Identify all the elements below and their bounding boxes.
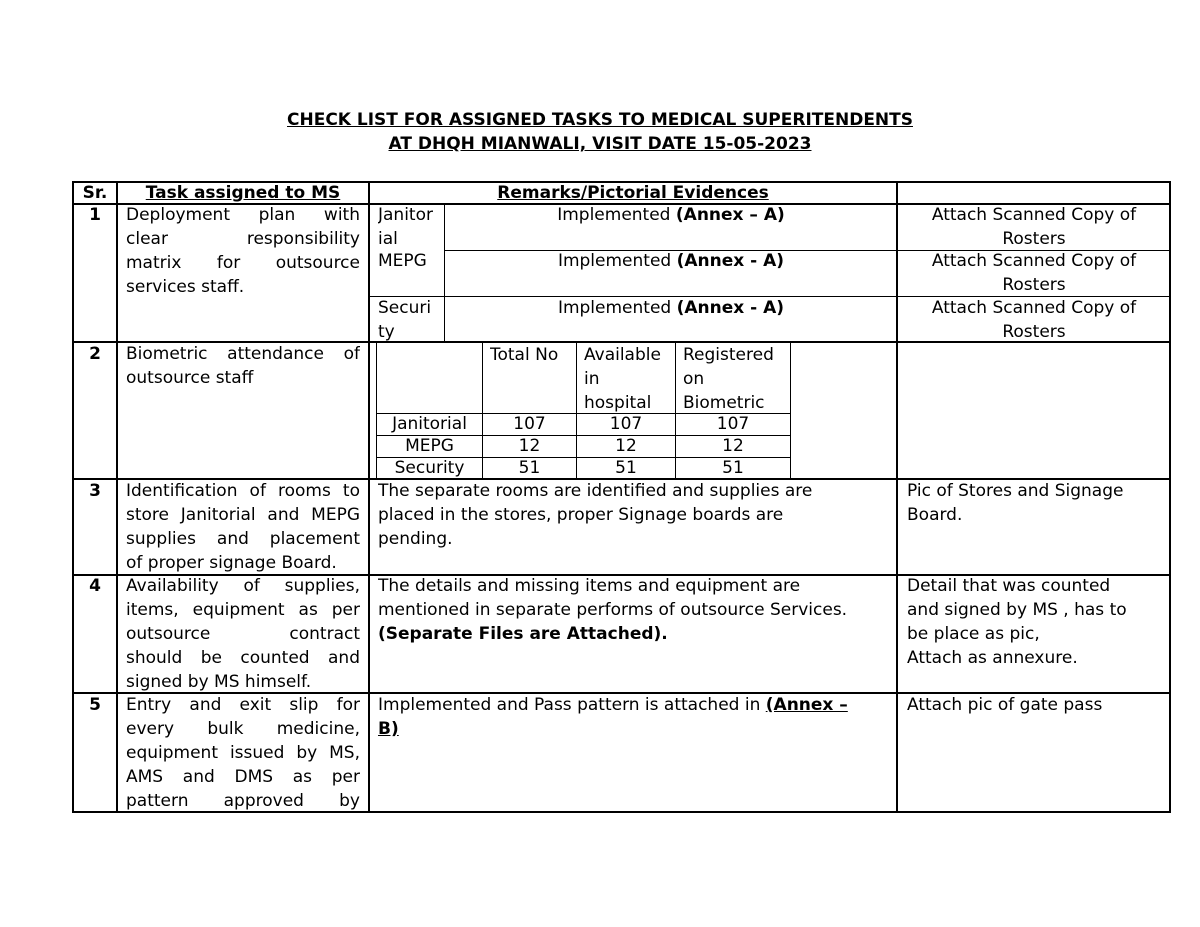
row-3-note-line: Pic of Stores and Signage (907, 481, 1124, 501)
row-1-sub-attach: Attach Scanned Copy of (931, 251, 1137, 271)
row-1-task-line: matrix for outsource (126, 253, 360, 273)
biometric-row-label: Janitorial (392, 414, 467, 434)
biometric-cell: 107 (716, 414, 750, 434)
row-3-task-line: store Janitorial and MEPG (126, 505, 360, 525)
row-4-task-line: Availability of supplies, (126, 576, 360, 596)
biometric-header-registered: Registered (683, 345, 774, 365)
row-3-task-line: supplies and placement (126, 529, 360, 549)
row-5-remark-line: Implemented and Pass pattern is attached in (Annex – (378, 695, 848, 715)
row-1-sub-label: Securi (378, 298, 432, 318)
biometric-header-available: hospital (584, 393, 652, 413)
biometric-cell: 107 (609, 414, 643, 434)
row-4-task-line: signed by MS himself. (126, 672, 312, 692)
biometric-cell: 51 (722, 458, 744, 478)
row-4-remark-bold: (Separate Files are Attached). (378, 624, 668, 644)
row-3-note-line: Board. (907, 505, 963, 525)
row-1-sub-attach: Attach Scanned Copy of (931, 205, 1137, 225)
biometric-header-registered: on (683, 369, 705, 389)
row-4-note-line: Attach as annexure. (907, 648, 1078, 668)
row-1-task-line: Deployment plan with (126, 205, 360, 225)
row-2-sr: 2 (89, 344, 101, 364)
row-2-task-line: Biometric attendance of (126, 344, 360, 364)
row-1-sub-status: Implemented (Annex - A) (557, 298, 785, 318)
row-5-task-line: equipment issued by MS, (126, 743, 360, 763)
row-3-remark-line: placed in the stores, proper Signage boards are (378, 505, 784, 525)
row-1-sub-attach: Rosters (1002, 275, 1066, 295)
biometric-cell: 51 (615, 458, 637, 478)
row-3-task-line: of proper signage Board. (126, 553, 337, 573)
row-1-task-line: services staff. (126, 277, 245, 297)
biometric-header-registered: Biometric (683, 393, 765, 413)
row-1-sub-label: ty (378, 322, 395, 341)
row-1-sub-status: Implemented (Annex - A) (557, 251, 785, 271)
row-1-sub-label: Janitor (378, 205, 433, 225)
biometric-row-label: Security (394, 458, 465, 478)
row-5-task-line: Entry and exit slip for (126, 695, 360, 715)
biometric-cell: 12 (722, 436, 744, 456)
row-5-task-line: AMS and DMS as per (126, 767, 360, 787)
row-3-remark-line: pending. (378, 529, 453, 549)
row-3-task-line: Identification of rooms to (126, 481, 360, 501)
biometric-header-available: Available (584, 345, 661, 365)
row-4-task-line: should be counted and (126, 648, 360, 668)
document-title-line-2: AT DHQH MIANWALI, VISIT DATE 15-05-2023 (388, 134, 812, 154)
biometric-cell: 107 (513, 414, 546, 434)
row-5-task-line: pattern approved by (126, 791, 360, 811)
biometric-cell: 12 (615, 436, 637, 456)
biometric-header-total: Total No (490, 345, 559, 365)
row-5-sr: 5 (89, 695, 101, 715)
row-1-sub-label: ial (378, 229, 398, 249)
row-5-task-line: every bulk medicine, (126, 719, 360, 739)
row-4-note-line: be place as pic, (907, 624, 1040, 644)
biometric-row-label: MEPG (405, 436, 454, 456)
row-5-note-line: Attach pic of gate pass (907, 695, 1103, 715)
row-4-task-line: outsource contract (126, 624, 360, 644)
row-4-sr: 4 (89, 576, 101, 596)
row-1-task-line: clear responsibility (126, 229, 360, 249)
row-3-remark-line: The separate rooms are identified and supplies are (378, 481, 813, 501)
row-5-remark-annex: B) (378, 719, 399, 739)
row-4-task-line: items, equipment as per (126, 600, 360, 620)
row-2-task-line: outsource staff (126, 368, 254, 388)
biometric-cell: 12 (518, 436, 541, 456)
biometric-cell: 51 (518, 458, 541, 478)
row-4-remark-line: The details and missing items and equipment are (378, 576, 801, 596)
row-1-sub-label: MEPG (378, 251, 427, 271)
header-task: Task assigned to MS (145, 183, 341, 203)
document-title-line-1: CHECK LIST FOR ASSIGNED TASKS TO MEDICAL SUPERITENDENTS (287, 110, 913, 130)
header-sr: Sr. (82, 183, 108, 203)
row-1-sr: 1 (89, 205, 101, 225)
row-1-sub-attach: Rosters (1002, 229, 1066, 249)
row-1-sub-attach: Attach Scanned Copy of (931, 298, 1137, 318)
biometric-header-available: in (584, 369, 600, 389)
row-4-remark-line: mentioned in separate performs of outsource Services. (378, 600, 848, 620)
row-4-note-line: Detail that was counted (907, 576, 1111, 596)
row-1-sub-status: Implemented (Annex – A) (557, 205, 785, 225)
header-remarks: Remarks/Pictorial Evidences (497, 183, 769, 203)
row-3-sr: 3 (89, 481, 101, 501)
row-1-sub-attach: Rosters (1002, 322, 1066, 342)
row-4-note-line: and signed by MS , has to (907, 600, 1127, 620)
